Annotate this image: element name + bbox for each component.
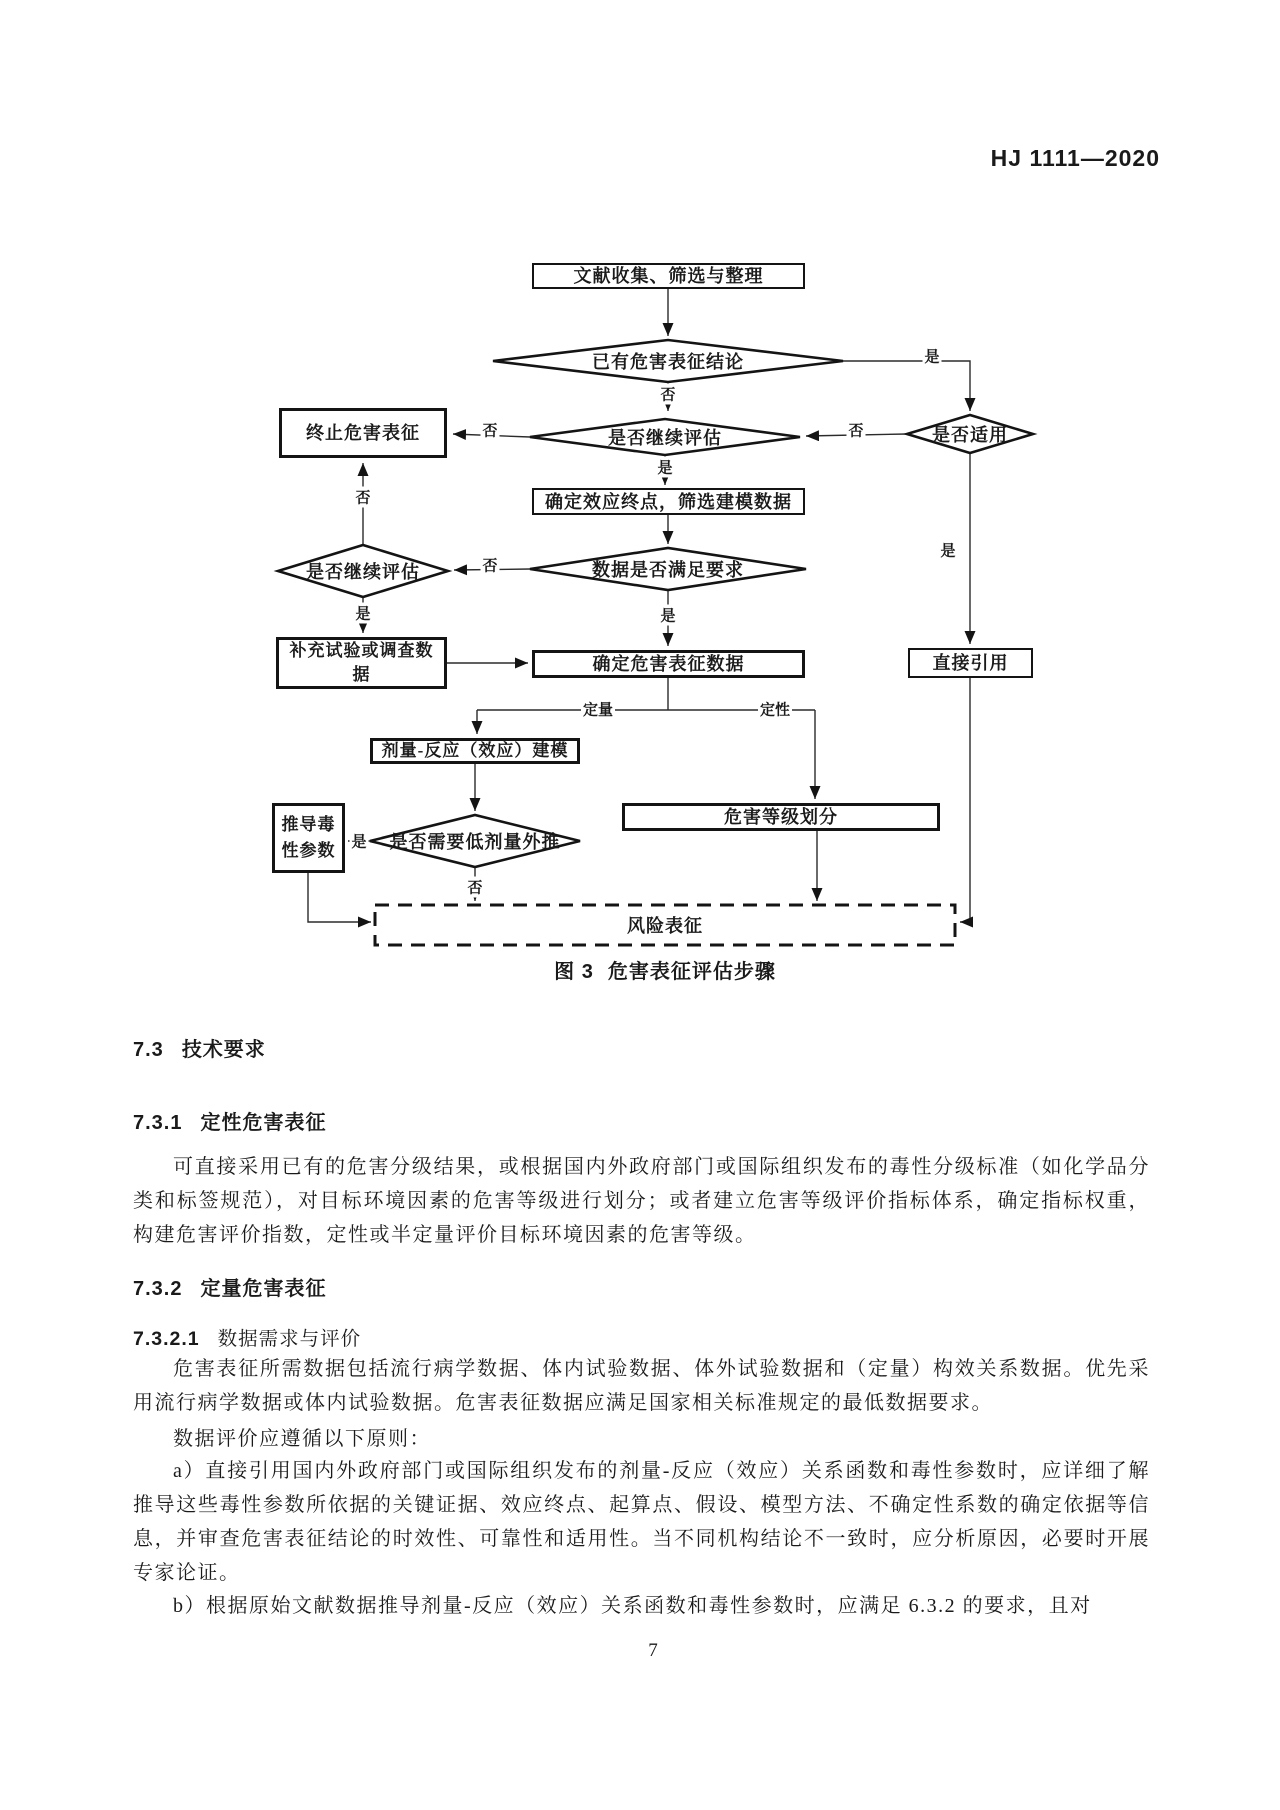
paragraph-data-requirements: 危害表征所需数据包括流行病学数据、体内试验数据、体外试验数据和（定量）构效关系数据。优先采用流行病学数据或体内试验数据。危害表征数据应满足国家相关标准规定的最低数据要求。 xyxy=(133,1358,1150,1414)
edge-label-yes: 是 xyxy=(658,605,677,626)
list-item-b: b）根据原始文献数据推导剂量-反应（效应）关系函数和毒性参数时，应满足 6.3.2 的要求，且对 xyxy=(173,1595,1092,1617)
node-existing-conclusion: 已有危害表征结论 xyxy=(592,352,744,372)
edge-label-yes: 是 xyxy=(922,346,941,367)
figure-caption xyxy=(465,955,865,984)
edge-label-yes: 是 xyxy=(353,603,372,624)
edge-label-yes: 是 xyxy=(349,831,368,852)
edge-label-no: 否 xyxy=(658,384,677,405)
node-continue-assessment-2: 是否继续评估 xyxy=(306,562,420,582)
list-item-a: a）直接引用国内外政府部门或国际组织发布的剂量-反应（效应）关系函数和毒性参数时，应详细了解推导这些毒性参数所依据的关键证据、效应终点、起算点、假设、模型方法、不确定性系数的确定依据等信息，并审查危害表征结论的时效性、可靠性和适用性。当不同机构结论不一致时，应分析原因，必要时开展专家论证。 xyxy=(133,1460,1150,1584)
edge-label-no: 否 xyxy=(480,555,499,576)
node-terminate-characterization: 终止危害表征 xyxy=(279,408,447,458)
node-dose-response-modeling: 剂量-反应（效应）建模 xyxy=(370,738,580,764)
node-hazard-classification: 危害等级划分 xyxy=(622,803,940,831)
node-derive-toxicity-parameters: 推导毒性参数 xyxy=(272,803,345,873)
section-heading-7-3: 7.3 技术要求 xyxy=(133,1039,266,1061)
node-literature-collection: 文献收集、筛选与整理 xyxy=(532,263,805,289)
node-risk-characterization: 风险表征 xyxy=(627,916,703,936)
section-heading-7-3-2: 7.3.2 定量危害表征 xyxy=(133,1278,327,1300)
section-heading-7-3-1: 7.3.1 定性危害表征 xyxy=(133,1112,327,1134)
node-determine-characterization-data: 确定危害表征数据 xyxy=(532,650,805,678)
paragraph-data-evaluation-principles: 数据评价应遵循以下原则： xyxy=(173,1428,431,1450)
node-supplement-data: 补充试验或调查数据 xyxy=(276,637,447,689)
edge-label-no: 否 xyxy=(480,420,499,441)
figure-number: 图 3 xyxy=(554,961,594,983)
node-determine-endpoint: 确定效应终点，筛选建模数据 xyxy=(532,488,805,515)
edge-label-yes: 是 xyxy=(655,457,674,478)
paragraph-qualitative-characterization: 可直接采用已有的危害分级结果，或根据国内外政府部门或国际组织发布的毒性分级标准（如化学品分类和标签规范），对目标环境因素的危害等级进行划分；或者建立危害等级评价指标体系，确定指标权重，构建危害评价指数，定性或半定量评价目标环境因素的危害等级。 xyxy=(133,1156,1150,1246)
edge-label-yes: 是 xyxy=(938,540,957,561)
node-low-dose-extrapolation: 是否需要低剂量外推 xyxy=(389,832,561,852)
edge-label-quantitative: 定量 xyxy=(581,699,615,720)
edge-label-no: 否 xyxy=(353,487,372,508)
edge-label-no: 否 xyxy=(846,420,865,441)
node-direct-citation: 直接引用 xyxy=(908,648,1033,678)
node-data-satisfy: 数据是否满足要求 xyxy=(592,560,744,580)
page-number: 7 xyxy=(648,1640,658,1661)
section-heading-7-3-2-1: 7.3.2.1 数据需求与评价 xyxy=(133,1328,362,1350)
edge-label-no: 否 xyxy=(465,877,484,898)
edge-label-qualitative: 定性 xyxy=(758,699,792,720)
node-applicable: 是否适用 xyxy=(932,425,1008,445)
node-continue-assessment-1: 是否继续评估 xyxy=(608,428,722,448)
standard-number: HJ 1111—2020 xyxy=(990,145,1160,171)
figure-title: 危害表征评估步骤 xyxy=(607,961,776,983)
